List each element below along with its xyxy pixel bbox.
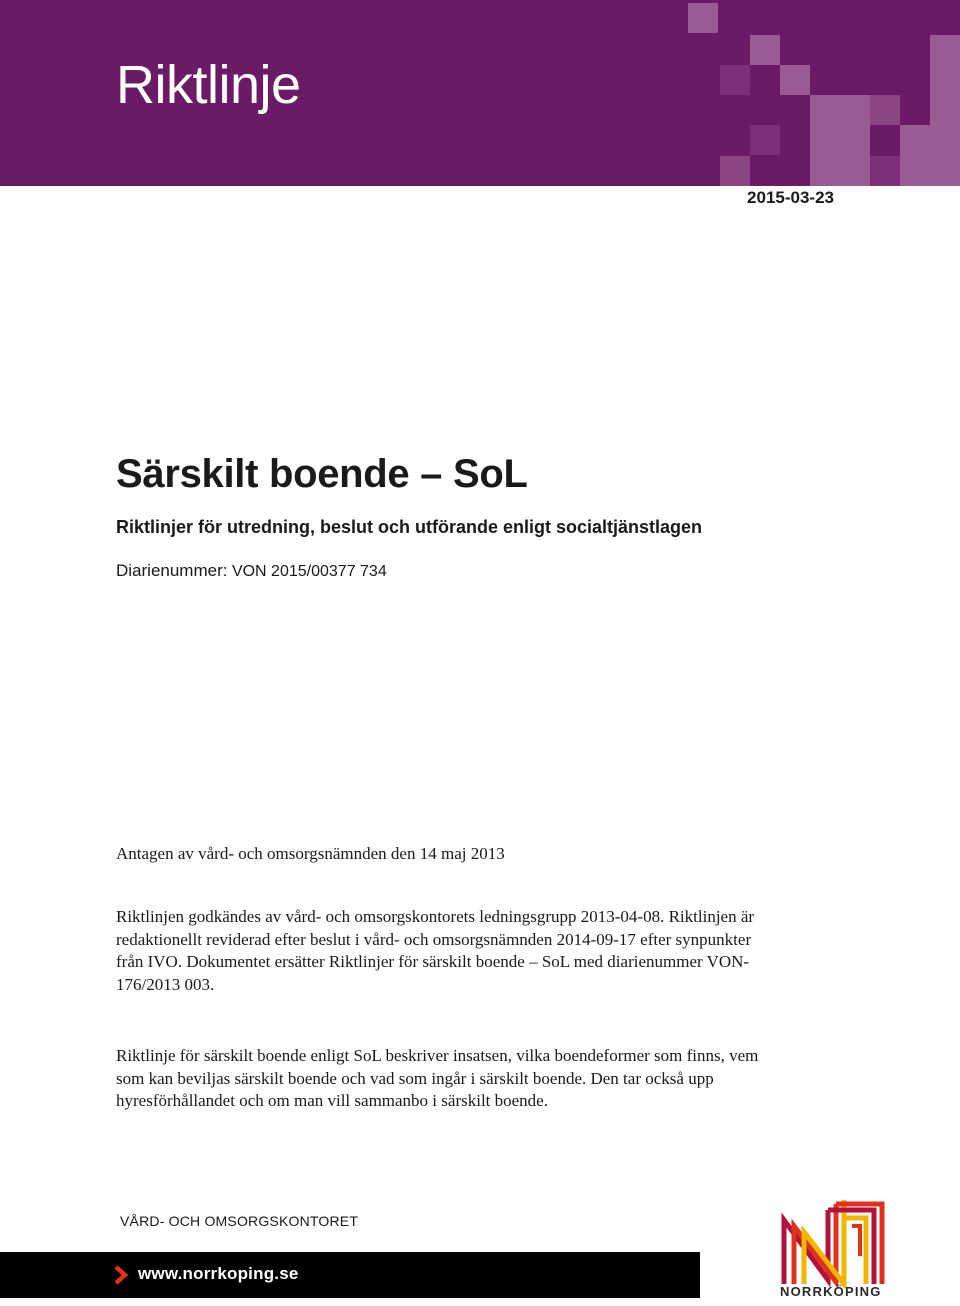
header-band bbox=[0, 0, 960, 186]
revision-history: Riktlinjen godkändes av vård- och omsorgskontorets ledningsgrupp 2013-04-08. Riktlinjen är redaktionellt reviderad efter beslut i vård- och omsorgsnämnden 2014-09-17 efter synpunkter från IVO. Dokumentet ersätter Riktlinjer för särskilt boende – SoL med diarienummer VON-176/2013 003. bbox=[116, 907, 755, 994]
norrkoping-logo-text: NORRKÖPING bbox=[780, 1284, 882, 1299]
summary-paragraph: Riktlinje för särskilt boende enligt SoL beskriver insatsen, vilka boendeformer som finns, vem som kan beviljas särskilt boende och vad som ingår i särskilt boende. Den tar också upp hyresförhållandet och om man vill sammanbo i särskilt boende. bbox=[116, 1046, 759, 1110]
arrow-right-icon bbox=[114, 1264, 132, 1286]
footer-bar bbox=[0, 1252, 700, 1298]
department-name: VÅRD- OCH OMSORGSKONTORET bbox=[120, 1213, 359, 1229]
diarie-value: VON 2015/00377 734 bbox=[231, 563, 387, 580]
website-link[interactable]: www.norrkoping.se bbox=[138, 1264, 299, 1283]
diarie-label: Diarienummer: bbox=[116, 561, 228, 580]
document-title: Särskilt boende – SoL bbox=[116, 452, 528, 496]
document-date: 2015-03-23 bbox=[747, 188, 834, 207]
norrkoping-logo bbox=[776, 1196, 888, 1288]
diarie-number bbox=[116, 561, 387, 581]
adopted-statement: Antagen av vård- och omsorgsnämnden den 14 maj 2013 bbox=[116, 844, 505, 863]
document-subtitle: Riktlinjer för utredning, beslut och utförande enligt socialtjänstlagen bbox=[116, 517, 703, 537]
header-title: Riktlinje bbox=[116, 55, 301, 115]
